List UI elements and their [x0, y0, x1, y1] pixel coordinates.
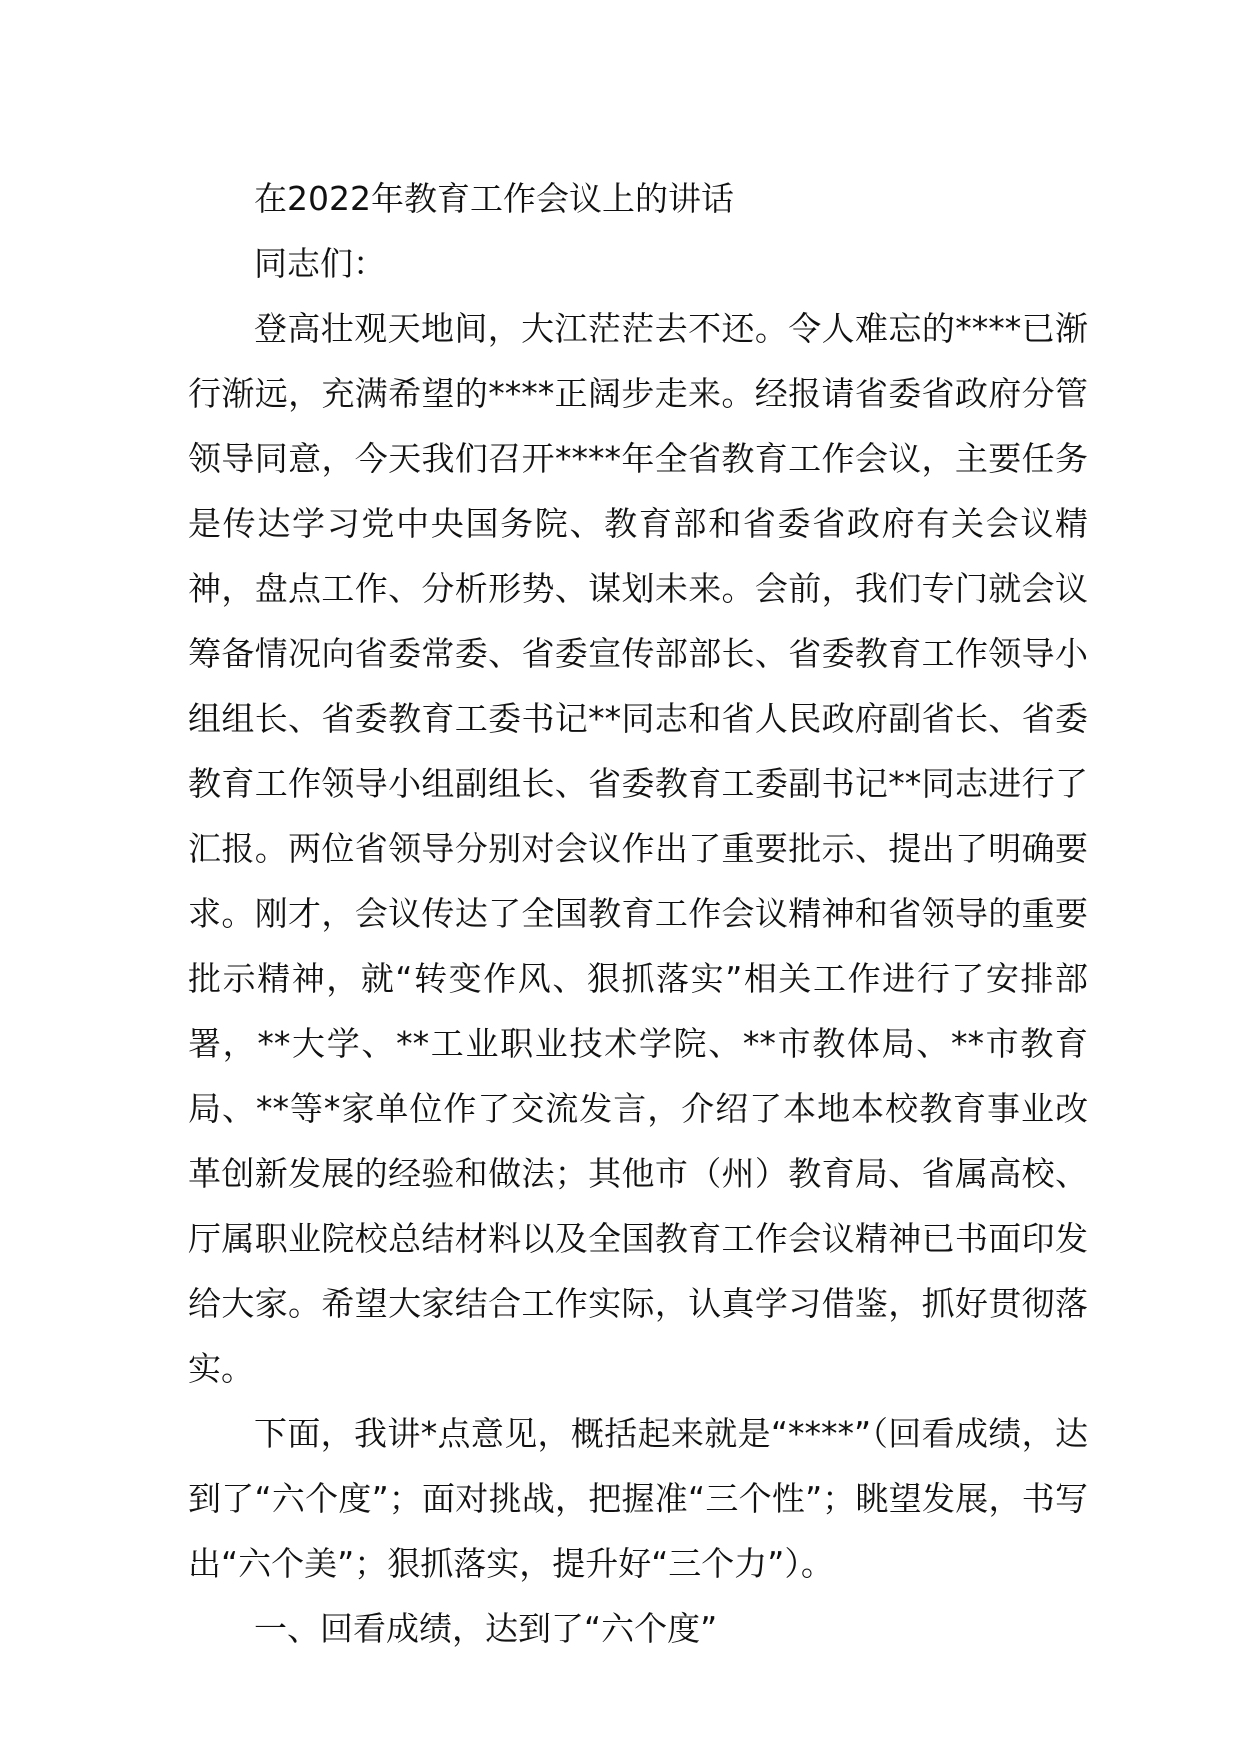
salutation: 同志们： [254, 244, 386, 283]
document-title: 在2022年教育工作会议上的讲话 [254, 179, 734, 218]
paragraph-outline: 下面，我讲*点意见，概括起来就是“****”（回看成绩，达到了“六个度”；面对挑战，把握准“三个性”；眺望发展，书写出“六个美”；狠抓落实，提升好“三个力”）。 [188, 1414, 1088, 1583]
document-body [188, 166, 1088, 1661]
paragraph-opening: 登高壮观天地间，大江茫茫去不还。令人难忘的****已渐行渐远，充满希望的****正阔步走来。经报请省委省政府分管领导同意，今天我们召开****年全省教育工作会议，主要任务是传达学习党中央国务院、教育部和省委省政府有关会议精神，盘点工作、分析形势、谋划未来。会前，我们专门就会议筹备情况向省委常委、省委宣传部部长、省委教育工作领导小组组长、省委教育工委书记**同志和省人民政府副省长、省委教育工作领导小组副组长、省委教育工委副书记**同志进行了汇报。两位省领导分别对会议作出了重要批示、提出了明确要求。刚才，会议传达了全国教育工作会议精神和省领导的重要批示精神，就“转变作风、狠抓落实”相关工作进行了安排部署，**大学、**工业职业技术学院、**市教体局、**市教育局、**等*家单位作了交流发言，介绍了本地本校教育事业改革创新发展的经验和做法；其他市（州）教育局、省属高校、厅属职业院校总结材料以及全国教育工作会议精神已书面印发给大家。希望大家结合工作实际，认真学习借鉴，抓好贯彻落实。 [188, 309, 1088, 1388]
section-heading: 一、回看成绩，达到了“六个度” [254, 1609, 718, 1648]
